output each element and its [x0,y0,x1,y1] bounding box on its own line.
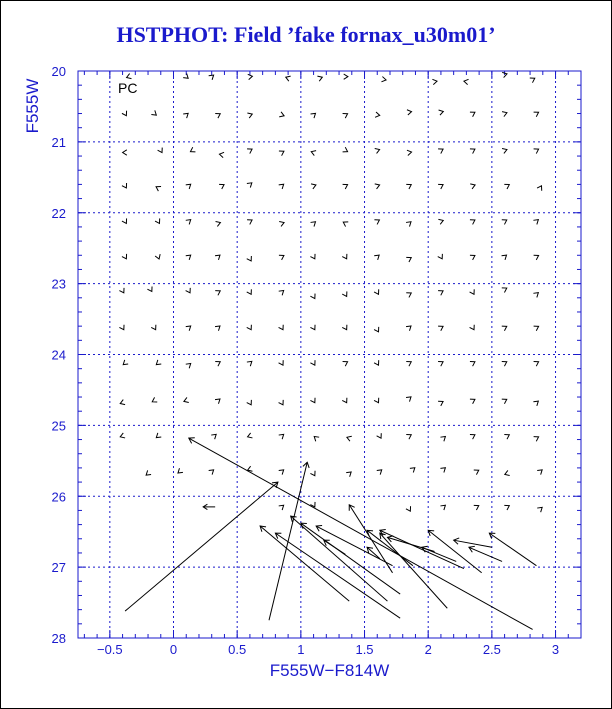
short-vector-head [438,184,443,189]
short-vector-head [216,221,221,226]
short-vector-head [127,74,132,79]
short-vector-head [502,148,507,153]
y-tick-label: 23 [51,276,66,292]
short-vector-head [342,254,347,259]
short-vector-head [122,111,127,116]
short-vector-head [310,360,315,365]
short-vector-head [209,470,214,475]
short-vector-head [247,220,252,225]
short-vector-head [381,77,386,82]
error-vector [291,516,388,601]
short-vector-head [123,150,127,155]
short-vector-head [438,362,443,367]
short-vector-head [406,435,411,440]
short-vector-head [346,472,351,477]
short-vector-head [279,184,284,189]
short-vector-head [343,113,348,118]
error-vector [489,533,536,566]
short-vector-head [215,399,220,404]
short-vector-head [120,400,125,405]
short-vector-head [502,112,507,117]
short-vector-head [184,397,189,402]
short-vector-head [440,505,445,510]
short-vector-head [470,362,475,367]
short-vector-head [279,151,284,156]
short-vector-head [155,254,160,259]
error-vector [260,526,349,601]
short-vector-head [377,470,382,475]
x-tick-label: 0.5 [228,642,247,657]
short-vector-head [183,74,188,79]
short-vector-head [440,437,445,442]
error-vector [367,530,413,565]
short-vector-head [279,221,284,226]
short-vector-head [470,399,475,404]
short-vector-head [406,506,411,511]
grid-lines [78,71,581,638]
short-vector-head [219,152,224,157]
short-vector-head [406,326,411,331]
short-vector-head [215,255,220,260]
error-vector [125,482,278,611]
short-vector-head [470,184,475,189]
short-vector-head [474,470,479,475]
x-tick-label: 1 [297,642,305,657]
y-tick-label: 20 [51,64,66,79]
short-vector-head [186,255,191,260]
short-vector-head [347,436,352,441]
y-tick-label: 22 [51,205,66,221]
short-vector-head [119,288,124,293]
short-vector-head [311,113,316,118]
short-vector-head [440,468,445,473]
short-vector-head [502,399,507,404]
x-tick-label: 1.5 [355,642,374,657]
short-vector-head [151,325,156,330]
short-vector-head [209,75,214,80]
short-vector-head [343,184,348,189]
short-vector-head [534,255,539,260]
short-vector-head [504,505,509,510]
short-vector-head [375,184,380,189]
short-vector-head [344,74,348,79]
short-vector-head [279,255,284,260]
short-vector-head [375,148,380,153]
short-vector-head [248,433,253,438]
short-vector-head [156,360,161,365]
short-vector-head [248,74,253,79]
short-vector-head [279,470,284,475]
short-vector-head [464,79,469,84]
short-vector-head [438,401,443,406]
error-vector [324,540,346,554]
short-vector-head [247,325,252,330]
x-tick-label: 2.5 [482,642,501,657]
short-vector-head [147,286,152,291]
y-tick-label: 27 [51,560,66,576]
short-vector-head [534,149,539,154]
short-vector-head [502,326,507,331]
short-vector-head [502,255,507,260]
short-vector-head [156,186,161,191]
x-tick-label: 2 [424,642,432,657]
short-vector-head [407,150,412,155]
short-vector-head [406,362,411,367]
short-vector-head [317,76,322,81]
short-vector-head [122,218,127,223]
short-vector-head [438,291,443,296]
short-vector-head [533,220,538,225]
short-vector-head [406,184,411,189]
short-vector-head [502,362,507,367]
short-vector-head [122,183,127,188]
short-vector-head [438,219,443,224]
short-vector-head [439,110,444,115]
short-vector-head [310,325,315,330]
short-vector-head [155,218,160,223]
chip-annotation: PC [118,80,138,96]
y-tick-label: 26 [51,489,66,505]
short-vector-head [406,257,411,262]
short-vector-head [410,468,415,473]
short-vector-head [432,79,437,84]
short-vector-head [505,470,510,475]
short-vector-head [279,400,284,405]
error-vector [428,530,481,573]
short-vector-head [534,326,539,331]
short-vector-head [279,325,284,330]
short-vector-head [537,470,542,475]
error-vector-head [275,533,281,539]
short-vector-head [470,255,475,260]
error-vector [189,438,533,629]
short-vector-head [215,362,220,367]
short-vector-head [314,437,319,442]
short-vector-head [120,433,125,438]
short-vector-head [470,220,475,225]
error-vector [301,523,400,594]
short-vector-head [470,325,475,330]
short-vector-head [504,435,509,440]
short-vector-head [502,288,507,293]
short-vector-head [533,293,538,298]
short-vector-head [215,291,220,296]
short-vector-head [247,361,252,366]
short-vector-head [247,256,252,261]
short-vector-head [186,364,191,369]
short-vector-head [374,255,379,260]
short-vector-head [534,437,539,442]
y-tick-label: 24 [51,347,66,363]
short-vector-head [247,149,252,154]
short-vector-head [310,471,315,476]
short-vector-head [151,110,156,115]
short-vector-head [279,505,284,510]
short-vector-head [156,433,161,438]
short-vector-head [247,289,252,294]
short-vector-head [178,468,183,473]
short-vector-head [343,147,348,152]
y-tick-label: 25 [51,418,66,434]
short-vector-head [122,254,127,259]
short-vector-head [310,254,315,259]
short-vector-head [537,186,542,191]
data-vectors [119,72,542,629]
short-vector-head [438,254,443,259]
short-vector-head [374,327,379,332]
short-vector-head [123,360,128,365]
short-vector-head [247,113,252,118]
short-vector-head [342,325,347,330]
short-vector-head [211,434,216,439]
y-tick-label: 28 [51,631,66,646]
short-vector-head [502,220,507,225]
short-vector-head [247,400,252,405]
short-vector-head [119,325,124,330]
axis-ticks [52,64,581,657]
short-vector-head [186,220,191,225]
short-vector-head [407,110,412,115]
x-tick-label: 3 [551,642,560,657]
short-vector-head [534,112,539,117]
short-vector-head [248,466,253,471]
x-axis-label: F555W−F814W [269,661,390,680]
short-vector-head [279,291,284,296]
short-vector-head [438,326,443,331]
short-vector-head [470,112,475,117]
x-tick-label: −0.5 [96,642,123,657]
short-vector-head [470,435,475,440]
short-vector-head [375,112,380,117]
short-vector-head [533,401,538,406]
y-tick-label: 21 [51,134,66,150]
short-vector-head [146,470,151,475]
short-vector-head [183,113,188,118]
error-vector [469,547,502,561]
short-vector-head [152,397,157,402]
short-vector-head [343,222,348,227]
short-vector-head [215,326,220,331]
short-vector-head [190,147,195,152]
short-vector-head [377,433,382,438]
short-vector-head [311,151,316,156]
short-vector-head [186,326,191,331]
short-vector-head [279,360,284,365]
short-vector-head [474,505,479,510]
short-vector-head [286,76,291,81]
short-vector-head [374,398,379,403]
short-vector-head [537,507,542,512]
short-vector-head [406,397,411,402]
short-vector-head [343,362,348,367]
short-vector-head [311,184,316,189]
short-vector-head [311,222,316,227]
short-vector-head [534,362,539,367]
short-vector-head [219,184,224,189]
short-vector-head [158,148,163,153]
x-tick-label: 0 [169,642,178,657]
short-vector-head [310,398,315,403]
y-axis-label: F555W [23,78,42,134]
short-vector-head [406,293,411,298]
short-vector-head [247,183,252,188]
short-vector-head [530,78,535,83]
short-vector-head [374,289,379,294]
short-vector-head [279,112,284,117]
chart-title: HSTPHOT: Field ’fake fornax_u30m01’ [116,22,496,47]
short-vector-head [186,184,191,189]
short-vector-head [470,289,475,294]
short-vector-head [438,149,443,154]
short-vector-head [406,222,411,227]
short-vector-head [310,294,315,299]
short-vector-head [374,220,379,225]
short-vector-head [279,434,284,439]
short-vector-head [504,184,509,189]
error-vector [380,533,447,608]
short-vector-head [342,398,347,403]
short-vector-head [186,288,191,293]
short-vector-head [374,360,379,365]
short-vector-head [470,149,475,154]
short-vector-head [342,291,347,296]
short-vector-head [215,113,220,118]
